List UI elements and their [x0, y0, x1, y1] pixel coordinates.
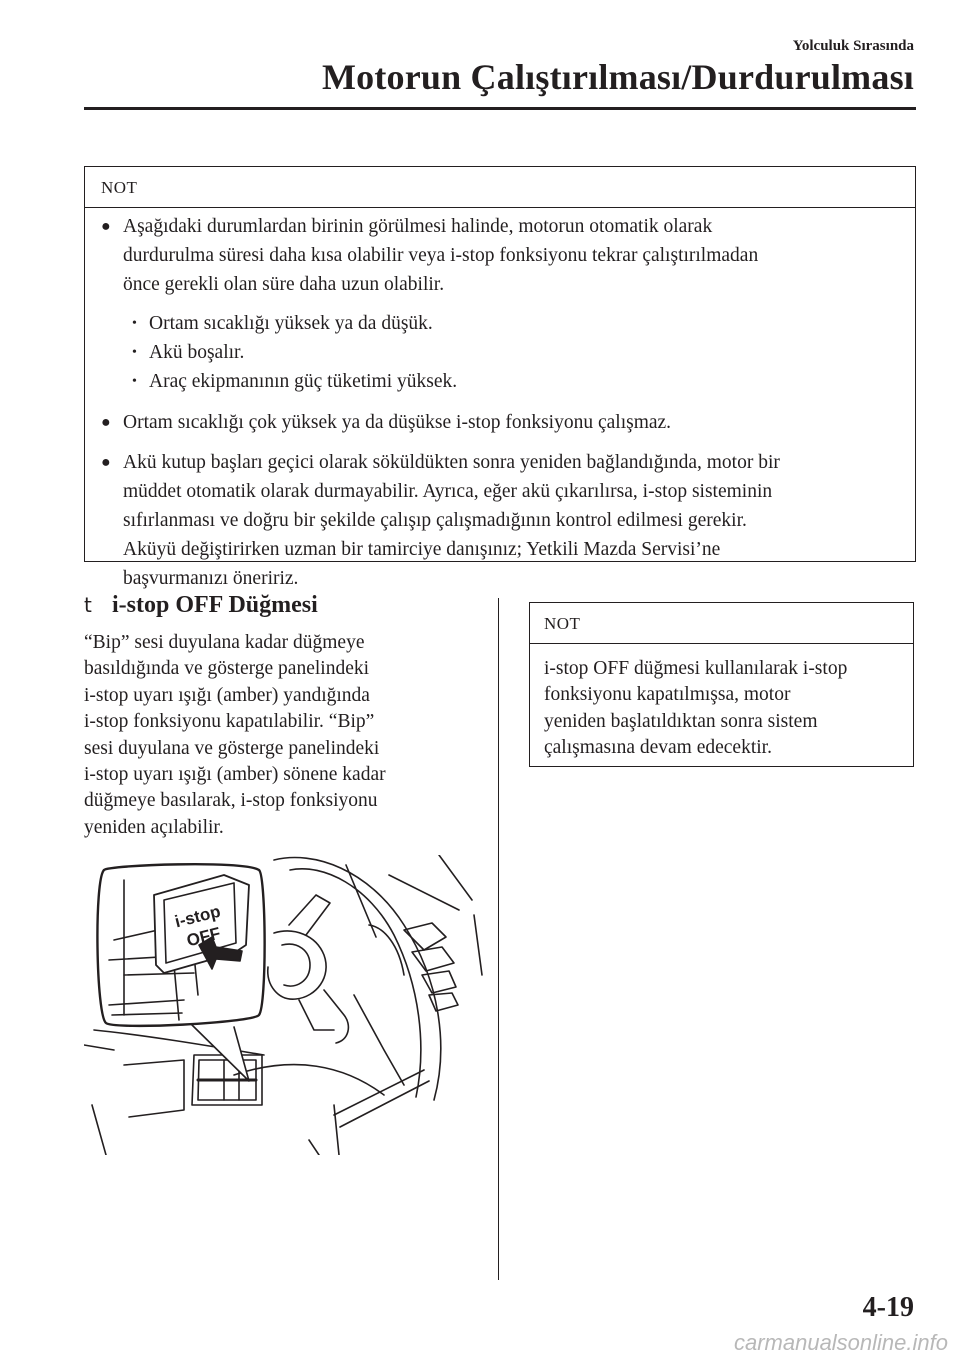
paragraph-line: düğmeye basılarak, i-stop fonksiyonu [84, 790, 378, 812]
note-line: başvurmanızı öneririz. [123, 568, 299, 589]
note-sub-bullet: • Araç ekipmanının güç tüketimi yüksek. [85, 367, 915, 396]
paragraph-line: i-stop uyarı ışığı (amber) sönene kadar [84, 764, 386, 786]
istop-button-label: OFF [184, 923, 223, 951]
note-line: i-stop OFF düğmesi kullanılarak i-stop [544, 658, 848, 679]
sub-bullet-dot-icon: • [132, 374, 137, 389]
note-line: Aşağıdaki durumlardan birinin görülmesi halinde, motorun otomatik olarak [123, 216, 713, 237]
note-line: durdurulma süresi daha kısa olabilir veya i-stop fonksiyonu tekrar çalıştırılmadan [123, 245, 759, 266]
note-label: NOT [85, 167, 915, 208]
watermark: carmanualsonline.info [733, 1330, 948, 1355]
running-header-subtitle: Yolculuk Sırasında [792, 38, 914, 54]
note-line: müddet otomatik olarak durmayabilir. Ayrıca, eğer akü çıkarılırsa, i-stop sisteminin [123, 481, 773, 502]
paragraph-line: sesi duyulana ve gösterge panelindeki [84, 737, 380, 759]
note-line: sıfırlanması ve doğru bir şekilde çalışıp çalışmadığının kontrol edilmesi gerekir. [123, 510, 747, 531]
note-sub-bullet: • Akü boşalır. [85, 338, 915, 367]
page-number: 4-19 [862, 1292, 914, 1323]
bullet-dot-icon: ● [101, 414, 111, 431]
note-line: Aküyü değiştirirken uzman bir tamirciye danışınız; Yetkili Mazda Servisi’ne [123, 539, 721, 560]
note-box-side [529, 602, 914, 767]
header-divider [84, 107, 916, 110]
note-line: önce gerekli olan süre daha uzun olabilir. [123, 274, 445, 295]
note-line: Akü kutup başları geçici olarak söküldükten sonra yeniden bağlandığında, motor bir [123, 452, 780, 473]
note-line: çalışmasına devam edecektir. [544, 737, 772, 759]
paragraph-line: basıldığında ve gösterge panelindeki [84, 658, 370, 680]
note-bullet [85, 212, 915, 299]
note-line: fonksiyonu kapatılmışsa, motor [544, 684, 791, 706]
paragraph-line: i-stop uyarı ışığı (amber) yandığında [84, 684, 370, 706]
paragraph-line: yeniden açılabilir. [84, 816, 224, 838]
note-bullet [85, 408, 915, 437]
note-line: Ortam sıcaklığı çok yüksek ya da düşükse i-stop fonksiyonu çalışmaz. [123, 412, 672, 433]
section-paragraph [84, 630, 484, 841]
note-line: yeniden başlatıldıktan sonra sistem [544, 710, 818, 732]
section-heading: t i-stop OFF Düğmesi [84, 592, 318, 618]
section-marker-icon: t [84, 593, 92, 617]
bullet-dot-icon: ● [101, 218, 111, 235]
sub-bullet-dot-icon: • [132, 316, 137, 331]
bullet-dot-icon: ● [101, 454, 111, 471]
page-title: Motorun Çalıştırılması/Durdurulması [321, 57, 914, 97]
paragraph-line: “Bip” sesi duyulana kadar düğmeye [84, 632, 365, 653]
istop-switch-illustration [84, 855, 484, 1155]
note-box-top [84, 166, 916, 589]
note-sub-bullet: • Ortam sıcaklığı yüksek ya da düşük. [85, 309, 915, 338]
note-label: NOT [530, 603, 913, 644]
column-divider [498, 598, 499, 1280]
note-bullet [85, 448, 915, 593]
paragraph-line: i-stop fonksiyonu kapatılabilir. “Bip” [84, 711, 375, 733]
istop-button-label: i-stop [172, 901, 223, 932]
sub-bullet-dot-icon: • [132, 345, 137, 360]
